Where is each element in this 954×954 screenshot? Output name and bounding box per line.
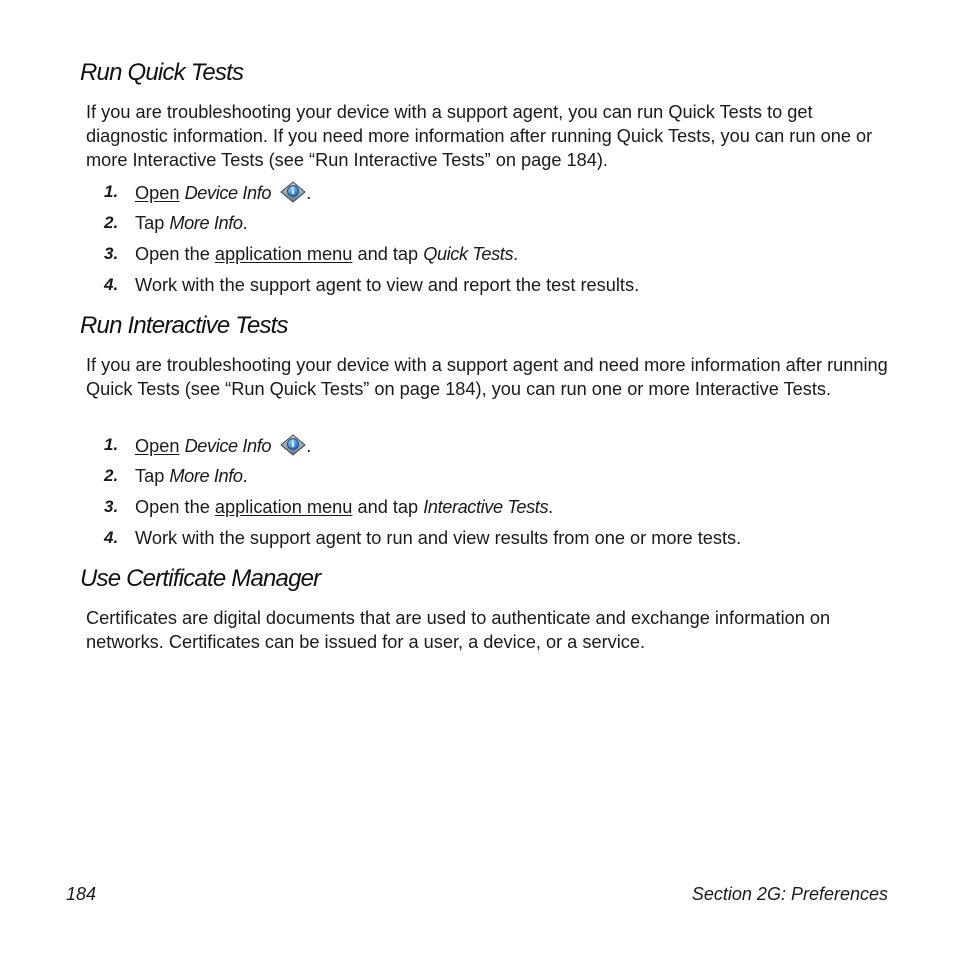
heading-run-quick-tests: Run Quick Tests bbox=[80, 59, 244, 86]
punctuation: . bbox=[242, 466, 248, 486]
step-text: Work with the support agent to view and report the test results. bbox=[135, 275, 640, 295]
open-link[interactable]: Open bbox=[135, 183, 180, 203]
step-number: 3. bbox=[104, 244, 119, 263]
step-text bbox=[135, 465, 248, 487]
step-item bbox=[0, 496, 954, 527]
info-icon bbox=[280, 434, 306, 456]
step-text bbox=[135, 434, 311, 457]
punctuation: . bbox=[513, 244, 519, 264]
step-text bbox=[135, 181, 311, 204]
step-number: 2. bbox=[104, 213, 119, 232]
heading-run-interactive-tests: Run Interactive Tests bbox=[80, 312, 288, 339]
step-number: 3. bbox=[104, 497, 119, 516]
more-info-label: More Info bbox=[169, 466, 243, 486]
device-info-label: Device Info bbox=[184, 436, 272, 456]
page-number: 184 bbox=[66, 884, 97, 904]
step-prefix: Tap bbox=[135, 466, 170, 486]
step-middle: and tap bbox=[352, 497, 424, 517]
open-link[interactable]: Open bbox=[135, 436, 180, 456]
step-prefix: Open the bbox=[135, 497, 215, 517]
heading-use-certificate-manager: Use Certificate Manager bbox=[80, 565, 321, 592]
step-text: Work with the support agent to run and view results from one or more tests. bbox=[135, 528, 742, 548]
step-item bbox=[0, 527, 954, 558]
step-item bbox=[0, 243, 954, 274]
step-item bbox=[0, 434, 954, 465]
step-item bbox=[0, 212, 954, 243]
application-menu-link[interactable]: application menu bbox=[214, 497, 353, 517]
info-icon bbox=[280, 181, 306, 203]
step-prefix: Open the bbox=[135, 244, 215, 264]
step-number: 1. bbox=[104, 435, 119, 454]
steps-run-quick-tests bbox=[0, 181, 954, 305]
punctuation: . bbox=[306, 183, 312, 203]
interactive-tests-label: Interactive Tests bbox=[423, 497, 549, 517]
step-number: 4. bbox=[104, 528, 119, 547]
step-text bbox=[135, 243, 518, 265]
step-text bbox=[135, 496, 553, 518]
quick-tests-label: Quick Tests bbox=[423, 244, 514, 264]
punctuation: . bbox=[306, 436, 312, 456]
more-info-label: More Info bbox=[169, 213, 243, 233]
step-prefix: Tap bbox=[135, 213, 170, 233]
steps-run-interactive-tests bbox=[0, 434, 954, 558]
paragraph-run-interactive-tests: If you are troubleshooting your device with a support agent and need more information after running Quick Tests (see “Run Quick Tests” on page 184), you can run one or more Interactive Tests. bbox=[86, 355, 888, 399]
step-text bbox=[135, 212, 248, 234]
step-item bbox=[0, 181, 954, 212]
device-info-label: Device Info bbox=[184, 183, 272, 203]
step-item bbox=[0, 465, 954, 496]
step-item bbox=[0, 274, 954, 305]
punctuation: . bbox=[548, 497, 554, 517]
paragraph-use-certificate-manager: Certificates are digital documents that are used to authenticate and exchange information on networks. Certificates can be issued for a user, a device, or a service. bbox=[86, 608, 831, 652]
step-number: 2. bbox=[104, 466, 119, 485]
paragraph-run-quick-tests: If you are troubleshooting your device with a support agent, you can run Quick Tests to get diagnostic information. If you need more information after running Quick Tests, you can run one or more Interactive Tests (see “Run Interactive Tests” on page 184). bbox=[86, 102, 873, 170]
application-menu-link[interactable]: application menu bbox=[214, 244, 353, 264]
punctuation: . bbox=[242, 213, 248, 233]
section-title: Section 2G: Preferences bbox=[691, 884, 888, 904]
step-number: 4. bbox=[104, 275, 119, 294]
step-number: 1. bbox=[104, 182, 119, 201]
step-middle: and tap bbox=[352, 244, 424, 264]
